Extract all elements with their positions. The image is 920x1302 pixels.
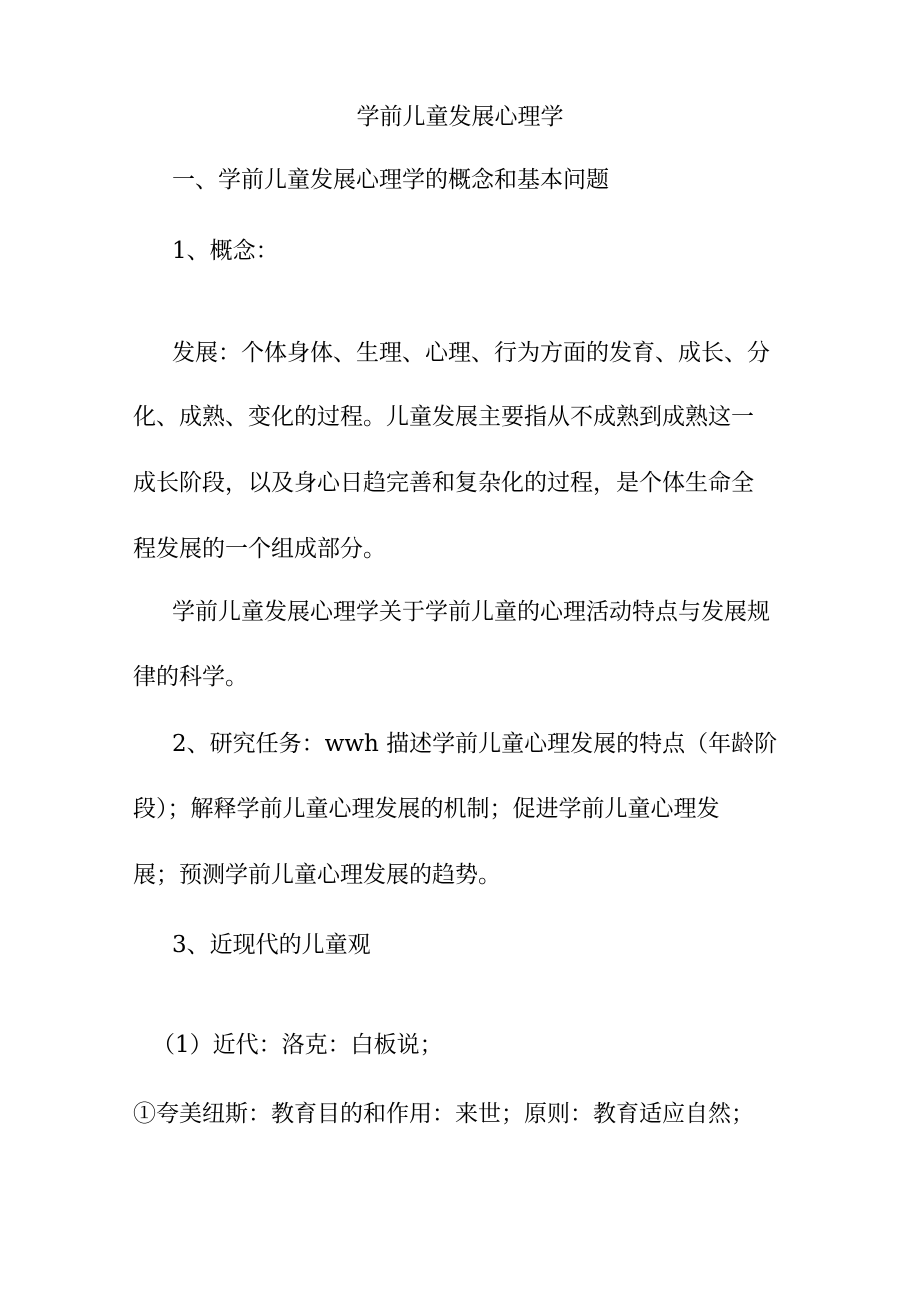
list-item-comenius: ①夸美纽斯：教育目的和作用：来世；原则：教育适应自然； bbox=[133, 1101, 754, 1127]
paragraph-line: 发展：个体身体、生理、心理、行为方面的发育、成长、分 bbox=[172, 340, 770, 366]
paragraph-line: 学前儿童发展心理学关于学前儿童的心理活动特点与发展规 bbox=[172, 599, 770, 625]
section-heading: 一、学前儿童发展心理学的概念和基本问题 bbox=[172, 167, 609, 193]
research-task-line: 展；预测学前儿童心理发展的趋势。 bbox=[133, 862, 501, 888]
paragraph-line: 程发展的一个组成部分。 bbox=[133, 536, 386, 562]
paragraph-line: 成长阶段，以及身心日趋完善和复杂化的过程，是个体生命全 bbox=[133, 470, 754, 496]
paragraph-line: 化、成熟、变化的过程。儿童发展主要指从不成熟到成熟这一 bbox=[133, 404, 754, 430]
research-task-line: 段）；解释学前儿童心理发展的机制；促进学前儿童心理发 bbox=[133, 796, 720, 822]
research-task-line: 2、研究任务：wwh 描述学前儿童心理发展的特点（年龄阶 bbox=[172, 731, 778, 757]
item-heading-child-view: 3、近现代的儿童观 bbox=[172, 932, 371, 958]
item-heading-concept: 1、概念： bbox=[172, 238, 279, 264]
paragraph-line: 律的科学。 bbox=[133, 664, 248, 690]
document-title: 学前儿童发展心理学 bbox=[356, 104, 564, 130]
subheading-modern: （1）近代：洛克：白板说； bbox=[152, 1032, 443, 1058]
